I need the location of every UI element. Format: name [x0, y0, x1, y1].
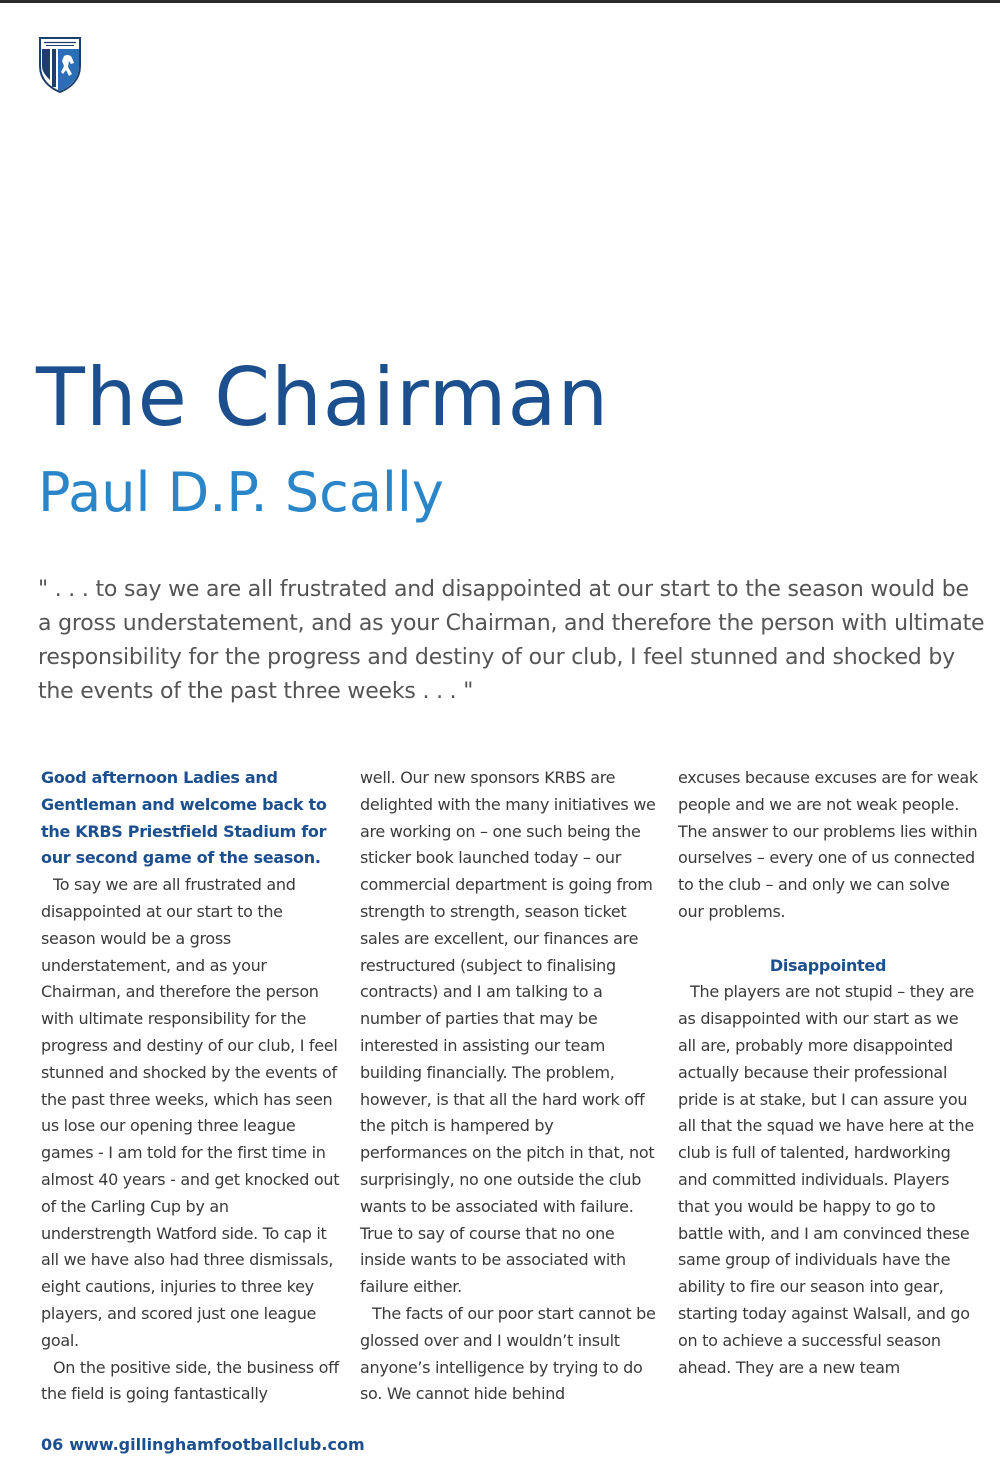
article-paragraph: The facts of our poor start cannot be glossed over and I wouldn’t insult anyone’s intelligence by trying to do so. We cannot hide behind — [360, 1303, 656, 1404]
page-number: 06 — [41, 1435, 64, 1454]
club-crest-icon — [38, 36, 82, 94]
top-rule — [0, 0, 1000, 3]
website-url: www.gillinghamfootballclub.com — [69, 1435, 365, 1454]
section-subheading: Disappointed — [769, 955, 887, 975]
article-paragraph: On the positive side, the business off the field is going fantastically — [41, 1357, 339, 1404]
article-column-1 — [41, 765, 341, 1408]
article-lead: Good afternoon Ladies and Gentleman and welcome back to the KRBS Priestfield Stadium for our second game of the season. — [41, 768, 327, 868]
pull-quote: " . . . to say we are all frustrated and disappointed at our start to the season would be a gross understatement, and as your Chairman, and therefore the person with ultimate responsibility for the progress and destiny of our club, I feel stunned and shocked by the events of the past three weeks . . . " — [38, 577, 985, 704]
page-subtitle: Paul D.P. Scally — [38, 461, 444, 524]
article-column-3 — [678, 765, 978, 1381]
article-paragraph: well. Our new sponsors KRBS are delighted with the many initiatives we are working on – one such being the sticker book launched today – our commercial department is going from strength to strength, season ticket sales are excellent, our finances are restructured (subject to finalising contracts) and I am talking to a number of parties that may be interested in assisting our team building financially. The problem, however, is that all the hard work off the pitch is hampered by performances on the pitch in that, not surprisingly, no one outside the club wants to be associated with failure. True to say of course that no one inside wants to be associated with failure either. — [360, 768, 656, 1297]
page-title: The Chairman — [36, 351, 610, 444]
article-column-2 — [360, 765, 660, 1408]
article-paragraph: To say we are all frustrated and disappointed at our start to the season would be a gross understatement, and as your Chairman, and therefore the person with ultimate responsibility for the progress and destiny of our club, I feel stunned and shocked by the events of the past three weeks, which has seen us lose our opening three league games - I am told for the first time in almost 40 years - and get knocked out of the Carling Cup by an understrength Watford side. To cap it all we have also had three dismissals, eight cautions, injuries to three key players, and scored just one league goal. — [41, 875, 340, 1350]
article-paragraph: excuses because excuses are for weak people and we are not weak people. The answer to our problems lies within ourselves – every one of us connected to the club – and only we can solve our problems. — [678, 768, 978, 921]
article-paragraph: The players are not stupid – they are as disappointed with our start as we all are, probably more disappointed actually because their professional pride is at stake, but I can assure you all that the squad we have here at the club is full of talented, hardworking and committed individuals. Players that you would be happy to go to battle with, and I am convinced these same group of individuals have the ability to fire our season into gear, starting today against Walsall, and go on to achieve a successful season ahead. They are a new team — [678, 982, 975, 1377]
page-footer — [41, 1435, 365, 1454]
